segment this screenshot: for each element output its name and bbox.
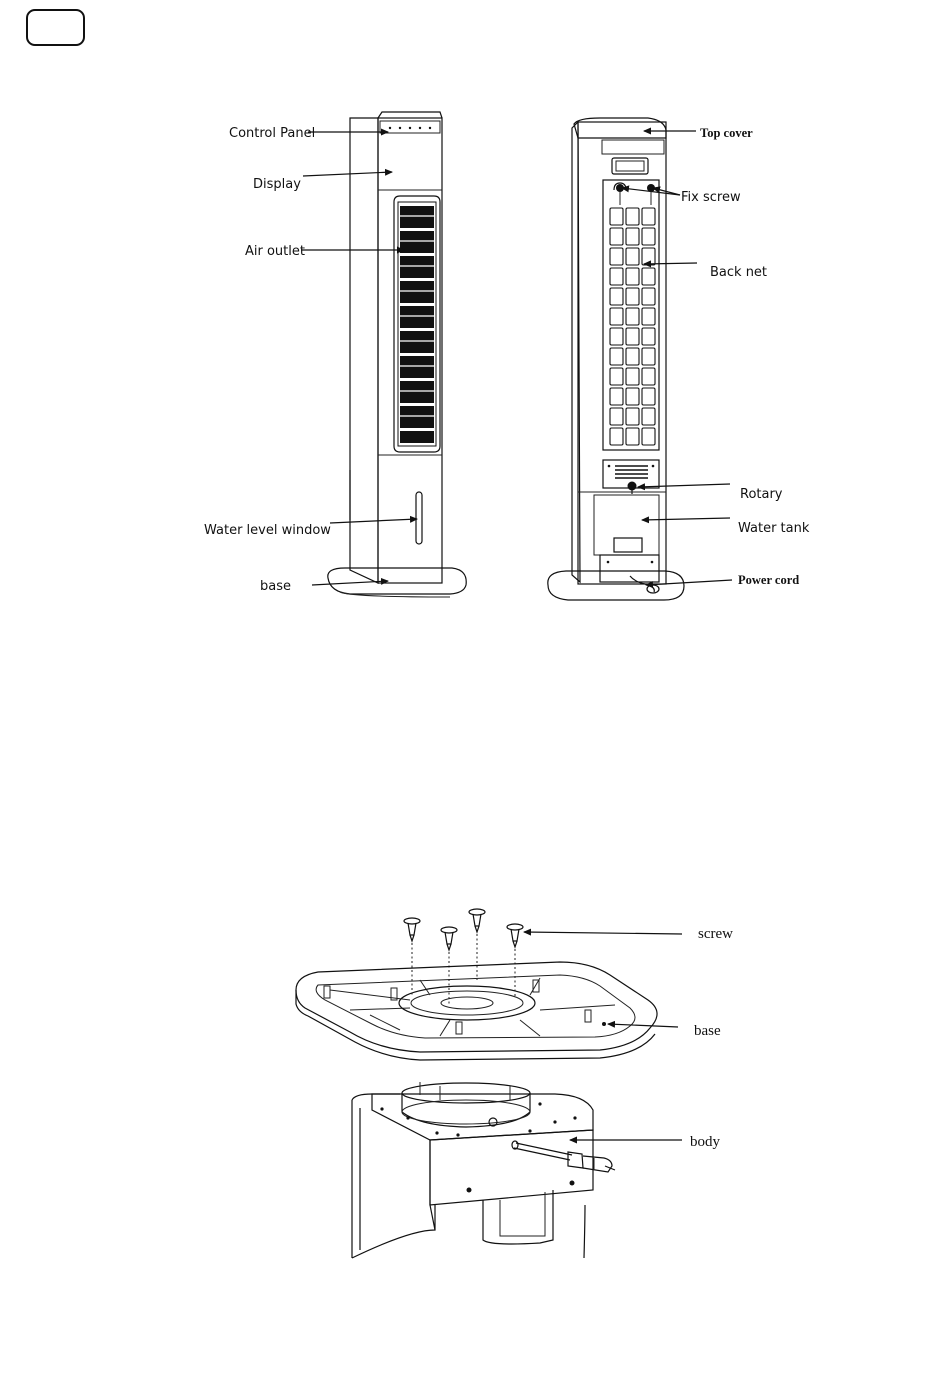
label-control-panel: Control Panel	[229, 126, 316, 141]
water-tank-handle	[614, 538, 642, 552]
label-body: body	[690, 1134, 720, 1150]
back-base-shape	[548, 571, 684, 600]
back-net-grid	[610, 208, 655, 445]
label-top-cover: Top cover	[700, 126, 753, 140]
label-air-outlet: Air outlet	[245, 244, 305, 259]
label-front-base: base	[260, 579, 291, 594]
label-rotary: Rotary	[740, 487, 783, 502]
label-power-cord: Power cord	[738, 573, 800, 587]
handle-slot	[612, 158, 648, 174]
front-base-shape	[328, 568, 466, 594]
front-side-panel	[350, 118, 378, 583]
back-net-frame	[603, 180, 659, 450]
assembly-body	[352, 1082, 615, 1258]
label-back-net: Back net	[710, 265, 768, 280]
label-fix-screw: Fix screw	[681, 190, 741, 205]
label-display: Display	[253, 177, 301, 192]
assembly-base	[296, 962, 657, 1060]
label-base: base	[694, 1023, 721, 1039]
label-water-tank: Water tank	[738, 521, 810, 536]
top-cover-shape	[574, 118, 666, 138]
label-water-level-window: Water level window	[204, 523, 331, 538]
water-level-window-shape	[416, 492, 422, 544]
air-outlet-louvres	[400, 206, 434, 443]
front-view-unit	[328, 112, 466, 597]
label-screw: screw	[698, 926, 733, 942]
